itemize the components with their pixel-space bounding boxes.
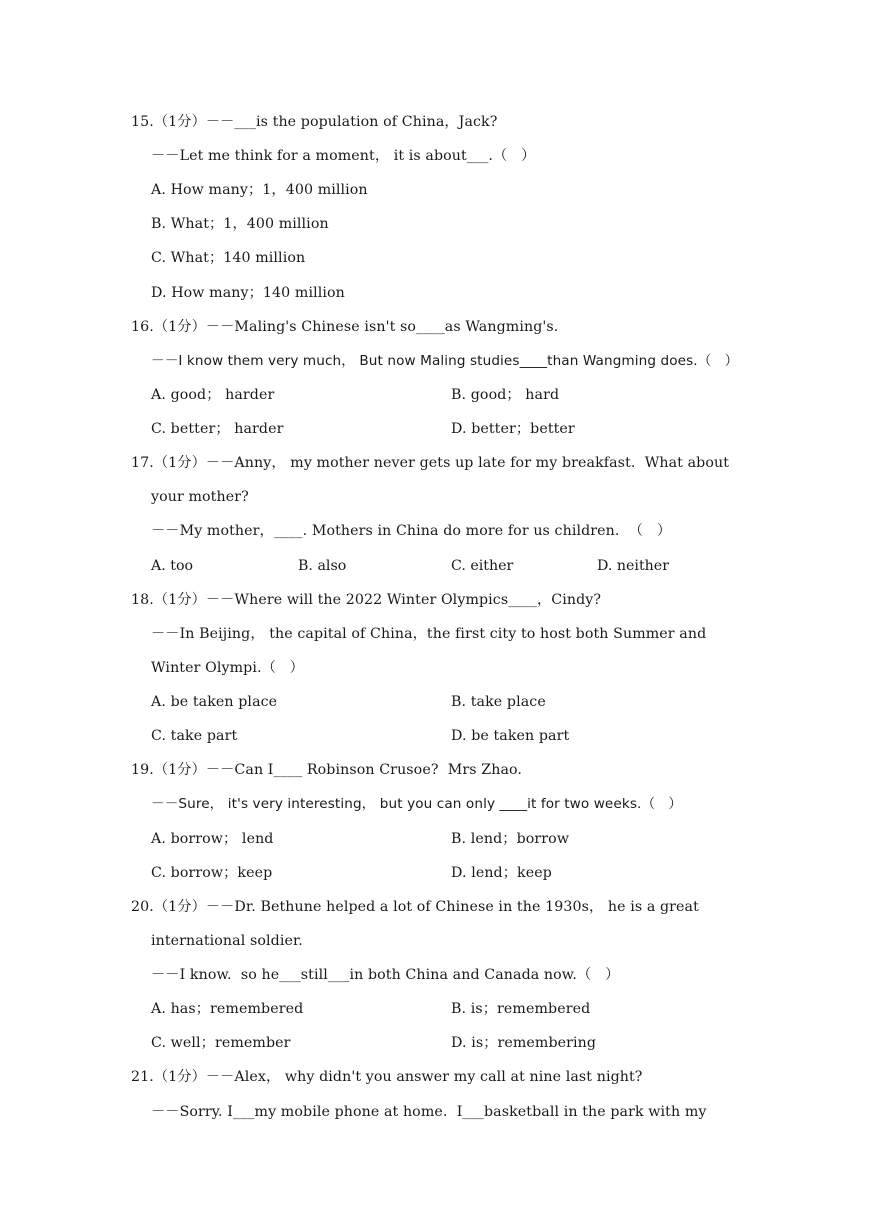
question-18-option-b: B. take place <box>451 694 546 710</box>
question-15-option-c: C. What；140 million <box>151 250 306 266</box>
question-15-option-d: D. How many；140 million <box>151 285 345 301</box>
question-18-option-c: C. take part <box>151 728 238 744</box>
question-16-option-c: C. better； harder <box>151 421 284 437</box>
question-20-stem-continued: international soldier. <box>151 933 303 949</box>
question-20-option-b: B. is；remembered <box>451 1001 591 1017</box>
question-17-option-d: D. neither <box>597 558 669 574</box>
question-19-option-a: A. borrow； lend <box>151 831 274 847</box>
question-18-reply-continued: Winter Olympi.（ ） <box>151 660 304 676</box>
question-17-stem: 17.（1分）－－Anny， my mother never gets up late for my breakfast. What about <box>131 455 730 471</box>
question-19-reply: －－Sure， it's very interesting， but you can only ____it for two weeks.（ ） <box>151 796 683 812</box>
question-20-option-c: C. well；remember <box>151 1035 291 1051</box>
question-16-option-d: D. better；better <box>451 421 575 437</box>
question-16-reply: －－I know them very much， But now Maling studies____than Wangming does.（ ） <box>151 353 739 369</box>
question-17-reply: －－My mother，____. Mothers in China do more for us children. （ ） <box>151 523 672 539</box>
question-16-option-b: B. good； hard <box>451 387 560 403</box>
question-20-option-a: A. has；remembered <box>151 1001 304 1017</box>
question-20-reply: －－I know. so he___still___in both China and Canada now.（ ） <box>151 967 620 983</box>
question-21-stem: 21.（1分）－－Alex， why didn't you answer my call at nine last night? <box>131 1069 643 1085</box>
question-18-stem: 18.（1分）－－Where will the 2022 Winter Olympics____，Cindy? <box>131 592 602 608</box>
question-15-option-a: A. How many；1，400 million <box>151 182 368 198</box>
question-17-stem-continued: your mother? <box>151 489 249 505</box>
question-15-stem: 15.（1分）－－___is the population of China，Jack? <box>131 114 498 130</box>
question-18-option-a: A. be taken place <box>151 694 278 710</box>
question-16-option-a: A. good； harder <box>151 387 275 403</box>
question-15-option-b: B. What；1，400 million <box>151 216 329 232</box>
question-16-stem: 16.（1分）－－Maling's Chinese isn't so____as Wangming's. <box>131 319 559 335</box>
question-20-option-d: D. is；remembering <box>451 1035 597 1051</box>
question-19-option-d: D. lend；keep <box>451 865 552 881</box>
question-21-reply: －－Sorry. I___my mobile phone at home. I___basketball in the park with my <box>151 1104 707 1120</box>
question-19-option-c: C. borrow；keep <box>151 865 273 881</box>
question-17-option-b: B. also <box>298 558 347 574</box>
question-15-reply: －－Let me think for a moment， it is about___.（ ） <box>151 148 536 164</box>
question-18-reply: －－In Beijing， the capital of China，the first city to host both Summer and <box>151 626 707 642</box>
question-18-option-d: D. be taken part <box>451 728 570 744</box>
question-20-stem: 20.（1分）－－Dr. Bethune helped a lot of Chinese in the 1930s， he is a great <box>131 899 699 915</box>
question-17-option-a: A. too <box>151 558 194 574</box>
question-17-option-c: C. either <box>451 558 514 574</box>
question-19-stem: 19.（1分）－－Can I____ Robinson Crusoe? Mrs Zhao. <box>131 762 523 778</box>
question-19-option-b: B. lend；borrow <box>451 831 570 847</box>
